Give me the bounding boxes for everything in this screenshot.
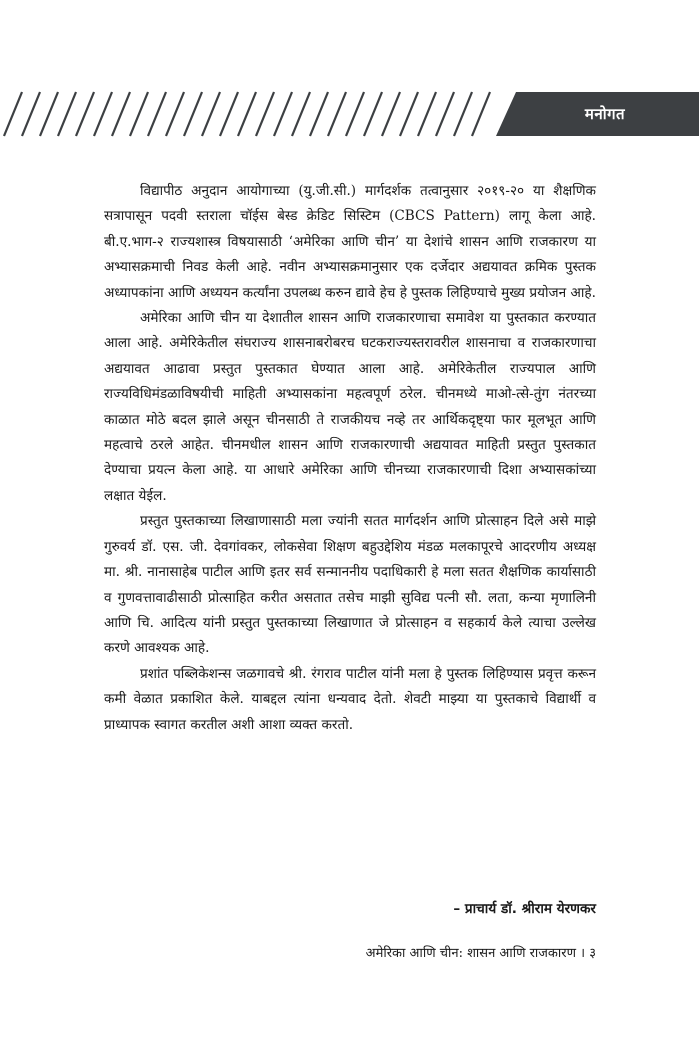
footer-separator: । [580,946,586,961]
page-number: ३ [589,946,596,961]
running-title: अमेरिका आणि चीन: शासन आणि राजकारण [365,946,577,961]
section-title: मनोगत [584,105,626,123]
paragraph-2: अमेरिका आणि चीन या देशातील शासन आणि राजकारणाचा समावेश या पुस्तकात करण्यात आला आहे. अमेरिकेतील संघराज्य शासनाबरोबरच घटकराज्यस्तरावरील शासनाचा व राजकारणाचा अद्ययावत आढावा प्रस्तुत पुस्तकात घेण्यात आला आहे. अमेरिकेतील राज्यपाल आणि राज्यविधिमंडळाविषयीची माहिती अभ्यासकांना महत्वपूर्ण ठरेल. चीनमध्ये माओ-त्से-तुंग नंतरच्या काळात मोठे बदल झाले असून चीनसाठी ते राजकीयच नव्हे तर आर्थिकदृष्ट्या फार मूलभूत आणि महत्वाचे ठरले आहेत. चीनमधील शासन आणि राजकारणाची अद्ययावत माहिती प्रस्तुत पुस्तकात देण्याचा प्रयत्न केला आहे. या आधारे अमेरिका आणि चीनच्या राजकारणाची दिशा अभ्यासकांच्या लक्षात येईल. [104,310,596,504]
paragraph-4: प्रशांत पब्लिकेशन्स जळगावचे श्री. रंगराव पाटील यांनी मला हे पुस्तक लिहिण्यास प्रवृत्त करून कमी वेळात प्रकाशित केले. याबद्दल त्यांना धन्यवाद देतो. शेवटी माझ्या या पुस्तकाचे विद्यार्थी व प्राध्यापक स्वागत करतील अशी आशा व्यक्त करतो. [104,665,596,733]
author-signature: – प्राचार्य डॉ. श्रीराम येरणकर [453,901,596,917]
page-footer [250,943,596,965]
paragraph-1: विद्यापीठ अनुदान आयोगाच्या (यु.जी.सी.) मार्गदर्शक तत्वानुसार २०१९-२० या शैक्षणिक सत्रापासून पदवी स्तराला चॉईस बेस्ड क्रेडिट सिस्टिम (CBCS Pattern) लागू केला आहे. बी.ए.भाग-२ राज्यशास्त्र विषयासाठी ‘अमेरिका आणि चीन’ या देशांचे शासन आणि राजकारण या अभ्यासक्रमाची निवड केली आहे. नवीन अभ्यासक्रमानुसार एक दर्जेदार अद्ययावत क्रमिक पुस्तक अध्यापकांना आणि अध्ययन कर्त्यांना उपलब्ध करुन द्यावे हेच हे पुस्तक लिहिण्याचे मुख्य प्रयोजन आहे. [104,183,596,301]
paragraph-3: प्रस्तुत पुस्तकाच्या लिखाणासाठी मला ज्यांनी सतत मार्गदर्शन आणि प्रोत्साहन दिले असे माझे गुरुवर्य डॉ. एस. जी. देवगांवकर, लोकसेवा शिक्षण बहुउद्देशिय मंडळ मलकापूरचे आदरणीय अध्यक्ष मा. श्री. नानासाहेब पाटील आणि इतर सर्व सन्माननीय पदाधिकारी हे मला सतत शैक्षणिक कार्यासाठी व गुणवत्तावाढीसाठी प्रोत्साहित करीत असतात तसेच माझी सुविद्य पत्नी सौ. लता, कन्या मृणालिनी आणि चि. आदित्य यांनी प्रस्तुत पुस्तकाच्या लिखाणात जे प्रोत्साहन व सहकार्य केले त्याचा उल्लेख करणे आवश्यक आहे. [104,513,596,657]
body-text [104,179,596,738]
